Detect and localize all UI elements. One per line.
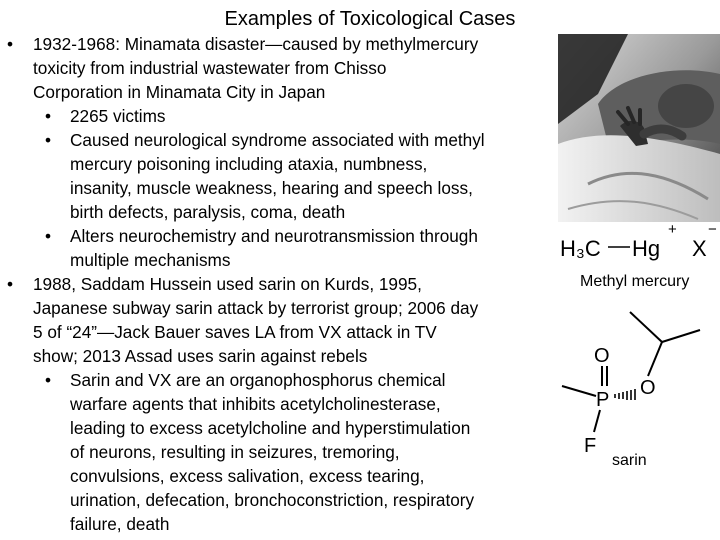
subbullet-victims (0, 104, 560, 128)
sarin-bond (562, 386, 596, 396)
bullet-list (0, 32, 560, 536)
sarin-bond (662, 330, 700, 342)
bullet-dot: • (45, 130, 52, 150)
bullet-line: 2265 victims (70, 106, 166, 126)
bullet-line: 1932-1968: Minamata disaster—caused by methylmercury (33, 34, 479, 54)
bullet-line: show; 2013 Assad uses sarin against rebels (33, 346, 368, 366)
bullet-line: failure, death (70, 514, 170, 534)
bullet-dot: • (7, 34, 14, 54)
subbullet-neurological (0, 128, 560, 224)
bullet-line: insanity, muscle weakness, hearing and speech loss, (70, 178, 473, 198)
x-anion-label: X (692, 236, 707, 261)
sarin-oxygen-double: O (594, 345, 610, 367)
bullet-sarin-attacks (0, 272, 560, 368)
sarin-bond (648, 342, 662, 376)
sarin-structure (556, 300, 720, 460)
sarin-bond (630, 312, 662, 342)
sarin-oxygen-ester: O (640, 377, 656, 399)
bullet-line: of neurons, resulting in seizures, tremoring, (70, 442, 400, 462)
sarin-hashed-bond (615, 389, 635, 400)
bullet-line: Corporation in Minamata City in Japan (33, 82, 326, 102)
x-negative-charge: − (708, 224, 717, 238)
methyl-h3c-label: H₃C (560, 236, 601, 261)
subbullet-neurochemistry (0, 224, 560, 272)
bullet-dot: • (45, 370, 52, 390)
sarin-fluorine: F (584, 435, 597, 457)
hg-positive-charge: + (668, 224, 677, 238)
bullet-line: Caused neurological syndrome associated with methyl (70, 130, 485, 150)
bullet-line: convulsions, excess salivation, excess tearing, (70, 466, 425, 486)
sarin-bond (594, 410, 600, 432)
bullet-line: leading to excess acetylcholine and hyperstimulation (70, 418, 471, 438)
bullet-line: warfare agents that inhibits acetylcholinesterase, (70, 394, 441, 414)
bullet-minamata (0, 32, 560, 104)
sarin-caption: sarin (612, 452, 647, 469)
bullet-line: mercury poisoning including ataxia, numbness, (70, 154, 428, 174)
bullet-line: Sarin and VX are an organophosphorus chemical (70, 370, 446, 390)
hg-atom-label: Hg (632, 236, 661, 261)
bullet-line: urination, defecation, bronchoconstriction, respiratory (70, 490, 475, 510)
slide-title: Examples of Toxicological Cases (224, 8, 516, 30)
bullet-line: 5 of “24”—Jack Bauer saves LA from VX attack in TV (33, 322, 437, 342)
bullet-line: birth defects, paralysis, coma, death (70, 202, 346, 222)
bullet-dot: • (45, 106, 52, 126)
bullet-line: Alters neurochemistry and neurotransmission through (70, 226, 478, 246)
methyl-mercury-caption: Methyl mercury (580, 273, 690, 290)
bullet-line: Japanese subway sarin attack by terrorist group; 2006 day (33, 298, 479, 318)
bullet-line: multiple mechanisms (70, 250, 231, 270)
subbullet-sarin-vx (0, 368, 560, 536)
bullet-dot: • (45, 226, 52, 246)
bullet-dot: • (7, 274, 14, 294)
bullet-line: 1988, Saddam Hussein used sarin on Kurds, 1995, (33, 274, 422, 294)
minamata-victim-photo (558, 34, 720, 222)
bullet-line: toxicity from industrial wastewater from Chisso (33, 58, 387, 78)
sarin-phosphorus: P (596, 389, 610, 411)
